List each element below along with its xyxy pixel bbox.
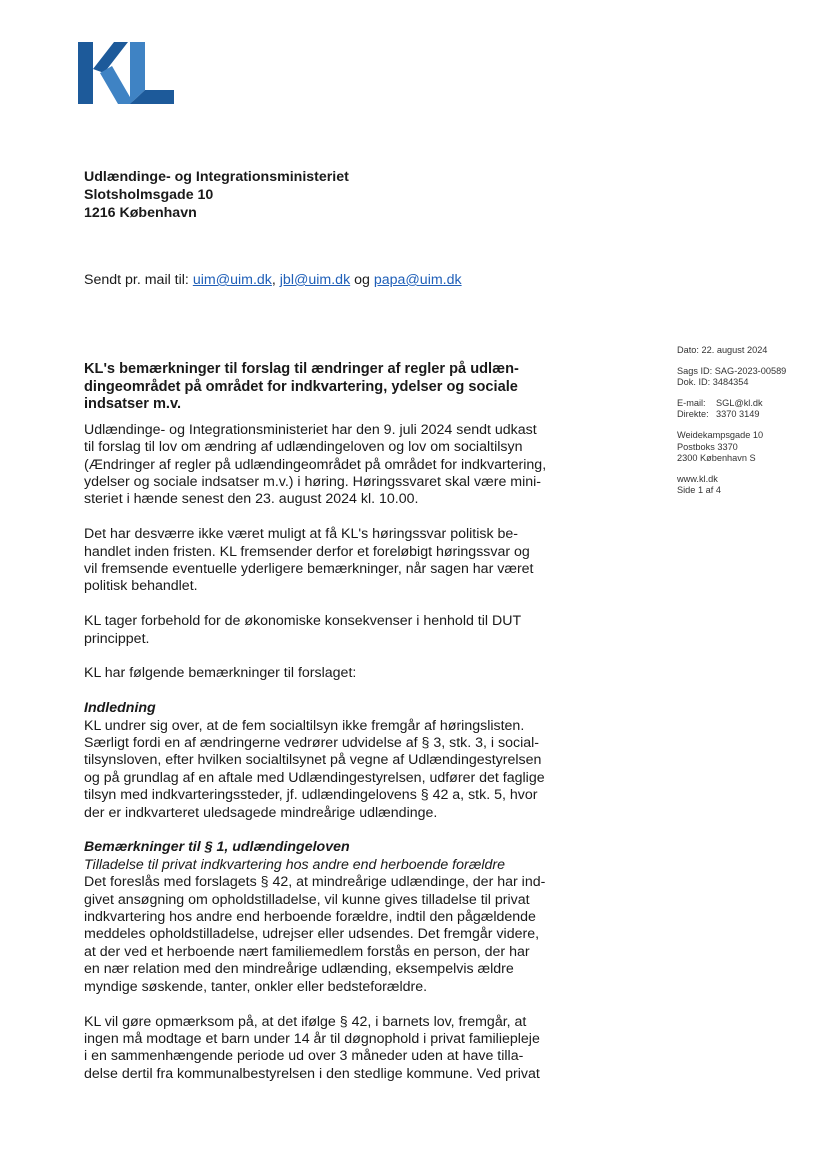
meta-direct xyxy=(677,409,825,421)
text-line: KL har følgende bemærkninger til forslaget: xyxy=(84,665,357,682)
text-line: ydelser og sociale indsatser m.v.) i høring. Høringssvaret skal være mini- xyxy=(84,474,542,490)
text-line: KL undrer sig over, at de fem socialtilsyn ikke fremgår af høringslisten. xyxy=(84,717,525,734)
section-paragraph-1 xyxy=(84,839,564,996)
meta-dok-id: Dok. ID: 3484354 xyxy=(677,377,749,388)
text-line: myndige søskende, tanter, onkler eller bedsteforældre. xyxy=(84,978,428,995)
meta-email-value[interactable]: SGL@kl.dk xyxy=(716,397,763,408)
meta-address-line: Weidekampsgade 10 xyxy=(677,429,764,440)
text-line: givet ansøgning om opholdstilladelse, vil kunne gives tilladelse til privat xyxy=(84,891,530,908)
text-line: KL vil gøre opmærksom på, at det ifølge § 42, i barnets lov, fremgår, at xyxy=(84,1013,527,1030)
text-line: og på grundlag af en aftale med Udlændingestyrelsen, udfører det faglige xyxy=(84,769,545,786)
text-line: Udlændinge- og Integrationsministeriet har den 9. juli 2024 sendt udkast xyxy=(84,421,537,438)
section-subheading: Tilladelse til privat indkvartering hos andre end herboende forældre xyxy=(84,856,506,873)
text-line: at der ved et herboende nært familiemedlem forstås en person, der har xyxy=(84,943,530,960)
meta-email xyxy=(677,398,825,410)
title-line: indsatser m.v. xyxy=(84,396,182,413)
text-line: politisk behandlet. xyxy=(84,578,198,595)
meta-direct-label: Direkte: xyxy=(677,409,709,420)
text-line: tilsynsloven, efter hvilken socialtilsynet på vegne af Udlændingestyrelsen xyxy=(84,752,542,769)
recipient-line: Udlændinge- og Integrationsministeriet xyxy=(84,169,349,185)
letter-body xyxy=(84,361,564,1101)
email-link-uim[interactable]: uim@uim.dk xyxy=(192,272,272,288)
text-line: princippet. xyxy=(84,630,150,647)
meta-direct-value: 3370 3149 xyxy=(716,409,760,420)
text-line: Det har desværre ikke været muligt at få KL's høringssvar politisk be- xyxy=(84,526,519,543)
meta-address-line: Postboks 3370 xyxy=(677,441,738,452)
recipient-address xyxy=(84,169,349,222)
text-line: KL tager forbehold for de økonomiske konsekvenser i henhold til DUT xyxy=(84,613,522,630)
text-line: Særligt fordi en af ændringerne vedrører udvidelse af § 3, stk. 3, i social- xyxy=(84,735,539,752)
email-link-papa[interactable]: papa@uim.dk xyxy=(373,272,462,288)
paragraph-barnets-lov xyxy=(84,1014,564,1084)
text-line: indkvartering hos andre end herboende forældre, indtil den pågældende xyxy=(84,909,536,926)
meta-address-line: 2300 København S xyxy=(677,453,756,464)
title-line: KL's bemærkninger til forslag til ændringer af regler på udlæn- xyxy=(84,361,519,377)
text-line: steriet i hænde senest den 23. august 2024 kl. 10.00. xyxy=(84,491,419,508)
text-line: en nær relation med den mindreårige udlænding, eksempelvis ældre xyxy=(84,961,514,978)
sent-separator: , xyxy=(271,272,280,288)
recipient-line: 1216 København xyxy=(84,204,197,221)
kl-logo xyxy=(78,42,174,104)
text-line: der er indkvarteret uledsagede mindreårige udlændinge. xyxy=(84,804,438,821)
sent-line xyxy=(84,271,462,289)
section-heading: Indledning xyxy=(84,700,156,717)
meta-email-label: E-mail: xyxy=(677,397,706,408)
document-title xyxy=(84,361,564,414)
paragraph-intro xyxy=(84,422,564,509)
sent-separator: og xyxy=(350,272,374,288)
paragraph-remarks xyxy=(84,665,564,682)
section-indledning xyxy=(84,700,564,822)
text-line: delse dertil fra kommunalbestyrelsen i den stedlige kommune. Ved privat xyxy=(84,1065,540,1082)
paragraph-political xyxy=(84,526,564,596)
section-heading: Bemærkninger til § 1, udlændingeloven xyxy=(84,839,350,856)
document-meta xyxy=(677,345,825,497)
meta-sags-id: Sags ID: SAG-2023-00589 xyxy=(677,365,787,376)
text-line: vil fremsende eventuelle yderligere bemærkninger, når sagen har været xyxy=(84,561,534,578)
email-link-jbl[interactable]: jbl@uim.dk xyxy=(279,272,351,288)
meta-date: Dato: 22. august 2024 xyxy=(677,345,768,355)
paragraph-dut xyxy=(84,613,564,648)
text-line: til forslag til lov om ændring af udlændingeloven og lov om socialtilsyn xyxy=(84,439,523,456)
recipient-line: Slotsholmsgade 10 xyxy=(84,186,214,203)
text-line: handlet inden fristen. KL fremsender derfor et foreløbigt høringssvar og xyxy=(84,543,530,560)
text-line: meddeles opholdstilladelse, udrejser eller udsendes. Det fremgår videre, xyxy=(84,926,540,943)
sent-prefix: Sendt pr. mail til: xyxy=(84,272,193,288)
meta-web[interactable]: www.kl.dk xyxy=(677,473,718,484)
meta-page: Side 1 af 4 xyxy=(677,485,721,496)
title-line: dingeområdet på området for indkvartering, ydelser og sociale xyxy=(84,378,518,395)
text-line: ingen må modtage et barn under 14 år til døgnophold i privat familiepleje xyxy=(84,1030,540,1047)
text-line: Det foreslås med forslagets § 42, at mindreårige udlændinge, der har ind- xyxy=(84,874,546,891)
text-line: tilsyn med indkvarteringssteder, jf. udlændingelovens § 42 a, stk. 5, hvor xyxy=(84,787,538,804)
text-line: (Ændringer af regler på udlændingeområdet på området for indkvartering, xyxy=(84,456,547,473)
text-line: i en sammenhængende periode ud over 3 måneder uden at have tilla- xyxy=(84,1048,524,1065)
